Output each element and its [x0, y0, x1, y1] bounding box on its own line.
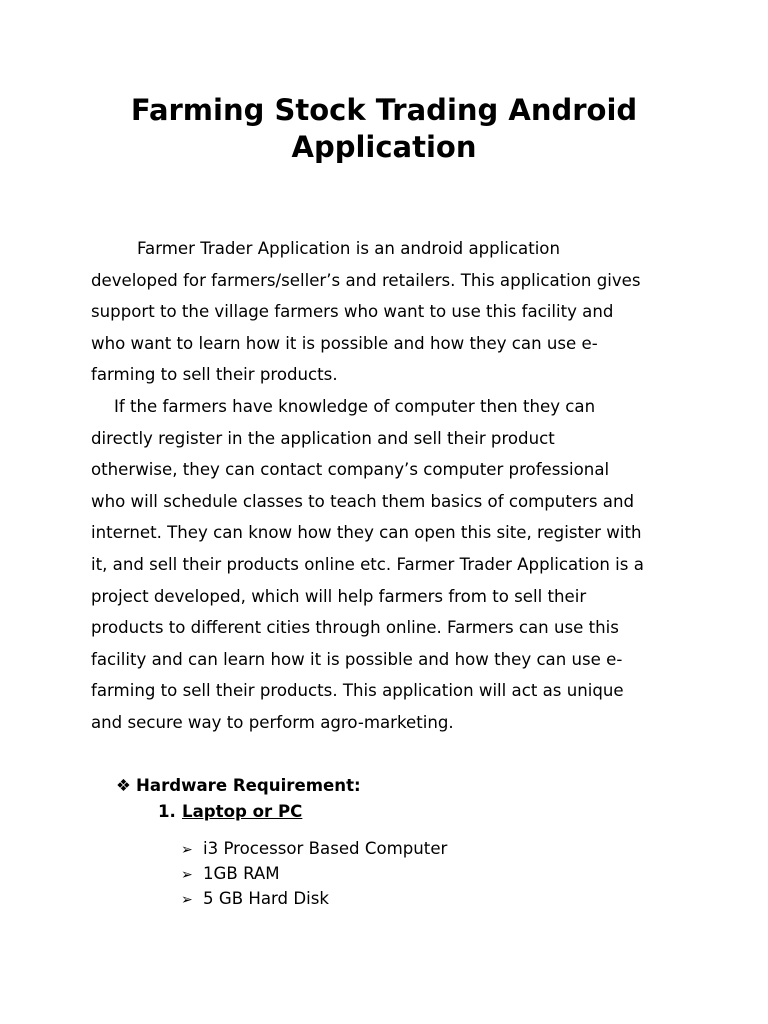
paragraph-2-line: it, and sell their products online etc. Farmer Trader Application is a: [91, 554, 644, 574]
paragraph-2-line: project developed, which will help farmers from to sell their: [91, 586, 587, 606]
paragraph-1-line: Farmer Trader Application is an android application: [137, 239, 560, 258]
paragraph-2-line: and secure way to perform agro-marketing.: [91, 712, 454, 732]
paragraph-1-line: support to the village farmers who want to use this facility and: [91, 302, 614, 322]
body-text: [91, 233, 691, 739]
paragraph-2-line: facility and can learn how it is possible and how they can use e-: [91, 649, 623, 669]
paragraph-2-line: products to different cities through online. Farmers can use this: [91, 618, 619, 638]
list-item: [181, 862, 447, 887]
document-title: [0, 92, 768, 166]
list-item-text: 5 GB Hard Disk: [203, 889, 329, 908]
paragraph-1-line: who want to learn how it is possible and how they can use e-: [91, 333, 598, 353]
arrow-bullet-icon: ➢: [181, 842, 193, 858]
title-line-2: Application: [291, 130, 477, 164]
hardware-requirement-heading: [116, 774, 361, 798]
paragraph-2-line: internet. They can know how they can open this site, register with: [91, 523, 642, 543]
list-item-text: i3 Processor Based Computer: [203, 839, 448, 858]
paragraph-1: [91, 233, 691, 391]
list-item: [181, 887, 447, 912]
hardware-heading-text: Hardware Requirement:: [136, 776, 361, 795]
laptop-label: Laptop or PC: [182, 802, 303, 821]
paragraph-2: [91, 391, 691, 739]
paragraph-2-line: directly register in the application and sell their product: [91, 428, 555, 448]
paragraph-2-line: who will schedule classes to teach them basics of computers and: [91, 491, 634, 511]
list-item-text: 1GB RAM: [203, 864, 280, 883]
paragraph-1-line: developed for farmers/seller’s and retailers. This application gives: [91, 270, 641, 290]
hardware-spec-list: [181, 837, 447, 912]
list-item: [181, 837, 447, 862]
arrow-bullet-icon: ➢: [181, 867, 193, 883]
laptop-subheading: [158, 800, 302, 824]
paragraph-2-line: otherwise, they can contact company’s computer professional: [91, 460, 610, 480]
paragraph-2-line: farming to sell their products. This application will act as unique: [91, 681, 624, 701]
title-line-1: Farming Stock Trading Android: [130, 93, 638, 127]
diamond-bullet-icon: ❖: [116, 776, 131, 795]
paragraph-2-line: If the farmers have knowledge of computer then they can: [114, 396, 596, 416]
arrow-bullet-icon: ➢: [181, 892, 193, 908]
paragraph-1-line: farming to sell their products.: [91, 365, 338, 385]
list-number: 1.: [158, 802, 176, 821]
